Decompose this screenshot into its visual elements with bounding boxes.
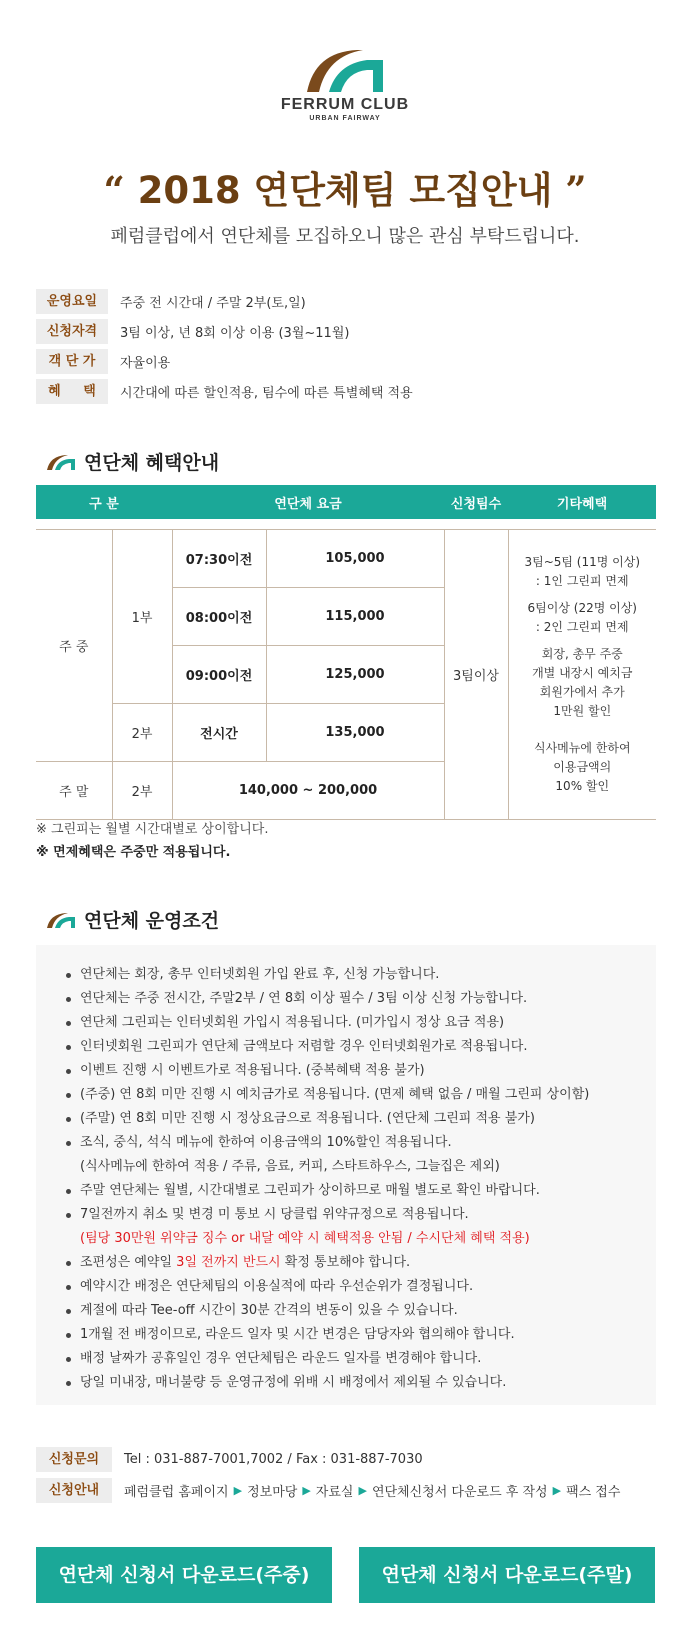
download-weekday-button[interactable]: 연단체 신청서 다운로드(주중) xyxy=(36,1547,332,1603)
arrow-right-icon: ▶ xyxy=(302,1484,311,1497)
title-text: 2018 연단체팀 모집안내 xyxy=(137,169,553,212)
weekend-price: 140,000 ~ 200,000 xyxy=(172,761,444,819)
list-item: 연단체는 주중 전시간, 주말2부 / 연 8회 이상 필수 / 3팀 이상 신청 가능합니다. xyxy=(80,987,656,1011)
list-item xyxy=(80,1251,656,1275)
weekend-part-label: 2부 xyxy=(112,761,172,819)
header-teams: 신청팀수 xyxy=(444,485,508,519)
list-item: (주말) 연 8회 미만 진행 시 정상요금으로 적용됩니다. (연단체 그린피 적용 불가) xyxy=(80,1107,656,1131)
benefit-line: 회장, 총무 주중 xyxy=(541,646,623,661)
weekend-label: 주 말 xyxy=(36,761,112,819)
title-quote-open: “ xyxy=(103,168,125,212)
benefit-line: 6팀이상 (22명 이상) xyxy=(527,600,637,615)
info-value: 시간대에 따른 할인적용, 팀수에 따른 특별혜택 적용 xyxy=(120,386,413,401)
inquiry-label: 신청문의 xyxy=(36,1447,112,1472)
arrow-right-icon: ▶ xyxy=(358,1484,367,1497)
ferrum-club-logo-icon xyxy=(305,46,385,94)
part1-label: 1부 xyxy=(112,529,172,703)
benefit-line: 3팀~5팀 (11명 이상) xyxy=(524,554,641,569)
info-value: 자율이용 xyxy=(120,356,171,371)
conditions-section-title xyxy=(46,906,219,933)
benefits-title: 연단체 혜택안내 xyxy=(84,452,220,474)
list-item xyxy=(80,1131,656,1179)
list-item: 인터넷회원 그린피가 연단체 금액보다 저렴할 경우 인터넷회원가로 적용됩니다. xyxy=(80,1035,656,1059)
part2-label: 2부 xyxy=(112,703,172,761)
benefit-line: 이용금액의 xyxy=(553,759,612,774)
time-cell: 07:30이전 xyxy=(172,529,266,587)
time-cell: 전시간 xyxy=(172,703,266,761)
section-logo-icon xyxy=(46,911,76,929)
header-other: 기타혜택 xyxy=(508,485,656,519)
benefit-line: : 1인 그린피 면제 xyxy=(535,573,629,588)
list-item-part: 확정 통보해야 합니다. xyxy=(280,1255,411,1270)
list-item: 이벤트 진행 시 이벤트가로 적용됩니다. (중복혜택 적용 불가) xyxy=(80,1059,656,1083)
arrow-right-icon: ▶ xyxy=(233,1484,243,1497)
list-item: 연단체는 회장, 총무 인터넷회원 가입 완료 후, 신청 가능합니다. xyxy=(80,963,656,987)
benefit-line: : 2인 그린피 면제 xyxy=(535,619,629,634)
benefit-line: 회원가에서 추가 xyxy=(539,684,625,699)
info-row xyxy=(36,379,413,404)
guide-step: 팩스 접수 xyxy=(566,1485,621,1500)
info-row xyxy=(36,349,413,374)
table-note: ※ 그린피는 월별 시간대별로 상이합니다. xyxy=(36,822,269,837)
table-row xyxy=(36,529,656,587)
guide-label: 신청안내 xyxy=(36,1478,112,1503)
weekday-label: 주 중 xyxy=(36,529,112,761)
guide-step: 정보마당 xyxy=(247,1485,298,1500)
page-title xyxy=(0,160,690,214)
conditions-list xyxy=(80,963,656,1395)
price-cell: 125,000 xyxy=(266,645,444,703)
benefit-line: 개별 내장시 예치금 xyxy=(532,665,633,680)
list-item-part: 조편성은 예약일 xyxy=(80,1255,177,1270)
price-cell: 135,000 xyxy=(266,703,444,761)
info-list xyxy=(36,289,413,409)
info-label: 신청자격 xyxy=(36,319,108,344)
guide-step: 자료실 xyxy=(315,1485,354,1500)
list-item: (주중) 연 8회 미만 진행 시 예치금가로 적용됩니다. (면제 혜택 없음 / 매월 그린피 상이함) xyxy=(80,1083,656,1107)
brand-tagline: URBAN FAIRWAY xyxy=(309,115,381,122)
other-benefits xyxy=(508,529,656,819)
header-category: 구 분 xyxy=(36,485,172,519)
header-fee: 연단체 요금 xyxy=(172,485,444,519)
table-gap xyxy=(36,519,656,529)
list-item: 주말 연단체는 월별, 시간대별로 그린피가 상이하므로 매월 별도로 확인 바랍니다. xyxy=(80,1179,656,1203)
inquiry-value: Tel : 031-887-7001,7002 / Fax : 031-887-7030 xyxy=(124,1452,423,1467)
info-value: 주중 전 시간대 / 주말 2부(토,일) xyxy=(120,296,306,311)
guide-step: 연단체신청서 다운로드 후 작성 xyxy=(371,1485,548,1500)
table-note-bold: ※ 면제혜택은 주중만 적용됩니다. xyxy=(36,845,231,860)
list-item-line: 7일전까지 취소 및 변경 미 통보 시 당클럽 위약규정으로 적용됩니다. xyxy=(80,1207,469,1222)
list-item: 연단체 그린피는 인터넷회원 가입시 적용됩니다. (미가입시 정상 요금 적용) xyxy=(80,1011,656,1035)
contact-row xyxy=(36,1478,620,1503)
list-item: 계절에 따라 Tee-off 시간이 30분 간격의 변동이 있을 수 있습니다. xyxy=(80,1299,656,1323)
logo[interactable] xyxy=(0,46,690,122)
info-label: 혜 택 xyxy=(36,379,108,404)
info-label: 운영요일 xyxy=(36,289,108,314)
info-label: 객 단 가 xyxy=(36,349,108,374)
list-item: 예약시간 배정은 연단체팀의 이용실적에 따라 우선순위가 결정됩니다. xyxy=(80,1275,656,1299)
guide-step: 페럼클럽 홈페이지 xyxy=(124,1485,229,1500)
list-item-highlight: 3일 전까지 반드시 xyxy=(176,1255,281,1270)
time-cell: 09:00이전 xyxy=(172,645,266,703)
list-item-line-warning: (팀당 30만원 위약금 징수 or 내달 예약 시 혜택적용 안됨 / 수시단체 혜택 적용) xyxy=(80,1231,530,1246)
list-item-line: (식사메뉴에 한하여 적용 / 주류, 음료, 커피, 스타트하우스, 그늘집은 제외) xyxy=(80,1159,500,1174)
benefit-line: 1만원 할인 xyxy=(553,703,612,718)
info-value: 3팀 이상, 년 8회 이상 이용 (3월~11월) xyxy=(120,326,350,341)
section-logo-icon xyxy=(46,453,76,471)
info-row xyxy=(36,319,413,344)
list-item: 1개월 전 배정이므로, 라운드 일자 및 시간 변경은 담당자와 협의해야 합니다. xyxy=(80,1323,656,1347)
list-item: 당일 미내장, 매너불량 등 운영규정에 위배 시 배정에서 제외될 수 있습니다. xyxy=(80,1371,656,1395)
teams-value: 3팀이상 xyxy=(444,529,508,819)
download-weekend-button[interactable]: 연단체 신청서 다운로드(주말) xyxy=(359,1547,655,1603)
price-cell: 115,000 xyxy=(266,587,444,645)
benefit-line: 10% 할인 xyxy=(555,778,610,793)
benefits-section-title xyxy=(46,448,219,475)
benefits-table xyxy=(36,485,656,820)
list-item: 배정 날짜가 공휴일인 경우 연단체팀은 라운드 일자를 변경해야 합니다. xyxy=(80,1347,656,1371)
guide-steps xyxy=(124,1481,620,1500)
list-item-line: 조식, 중식, 석식 메뉴에 한하여 이용금액의 10%할인 적용됩니다. xyxy=(80,1135,452,1150)
contact-row xyxy=(36,1447,620,1472)
contact-info xyxy=(36,1447,620,1509)
info-row xyxy=(36,289,413,314)
brand-name: FERRUM CLUB xyxy=(280,96,410,113)
price-cell: 105,000 xyxy=(266,529,444,587)
conditions-box xyxy=(36,945,656,1405)
benefit-line: 식사메뉴에 한하여 xyxy=(533,740,631,755)
title-quote-close: ” xyxy=(565,168,587,212)
conditions-title: 연단체 운영조건 xyxy=(84,910,220,932)
list-item xyxy=(80,1203,656,1251)
page-subtitle: 페럼클럽에서 연단체를 모집하오니 많은 관심 부탁드립니다. xyxy=(110,226,580,247)
arrow-right-icon: ▶ xyxy=(552,1484,562,1497)
time-cell: 08:00이전 xyxy=(172,587,266,645)
